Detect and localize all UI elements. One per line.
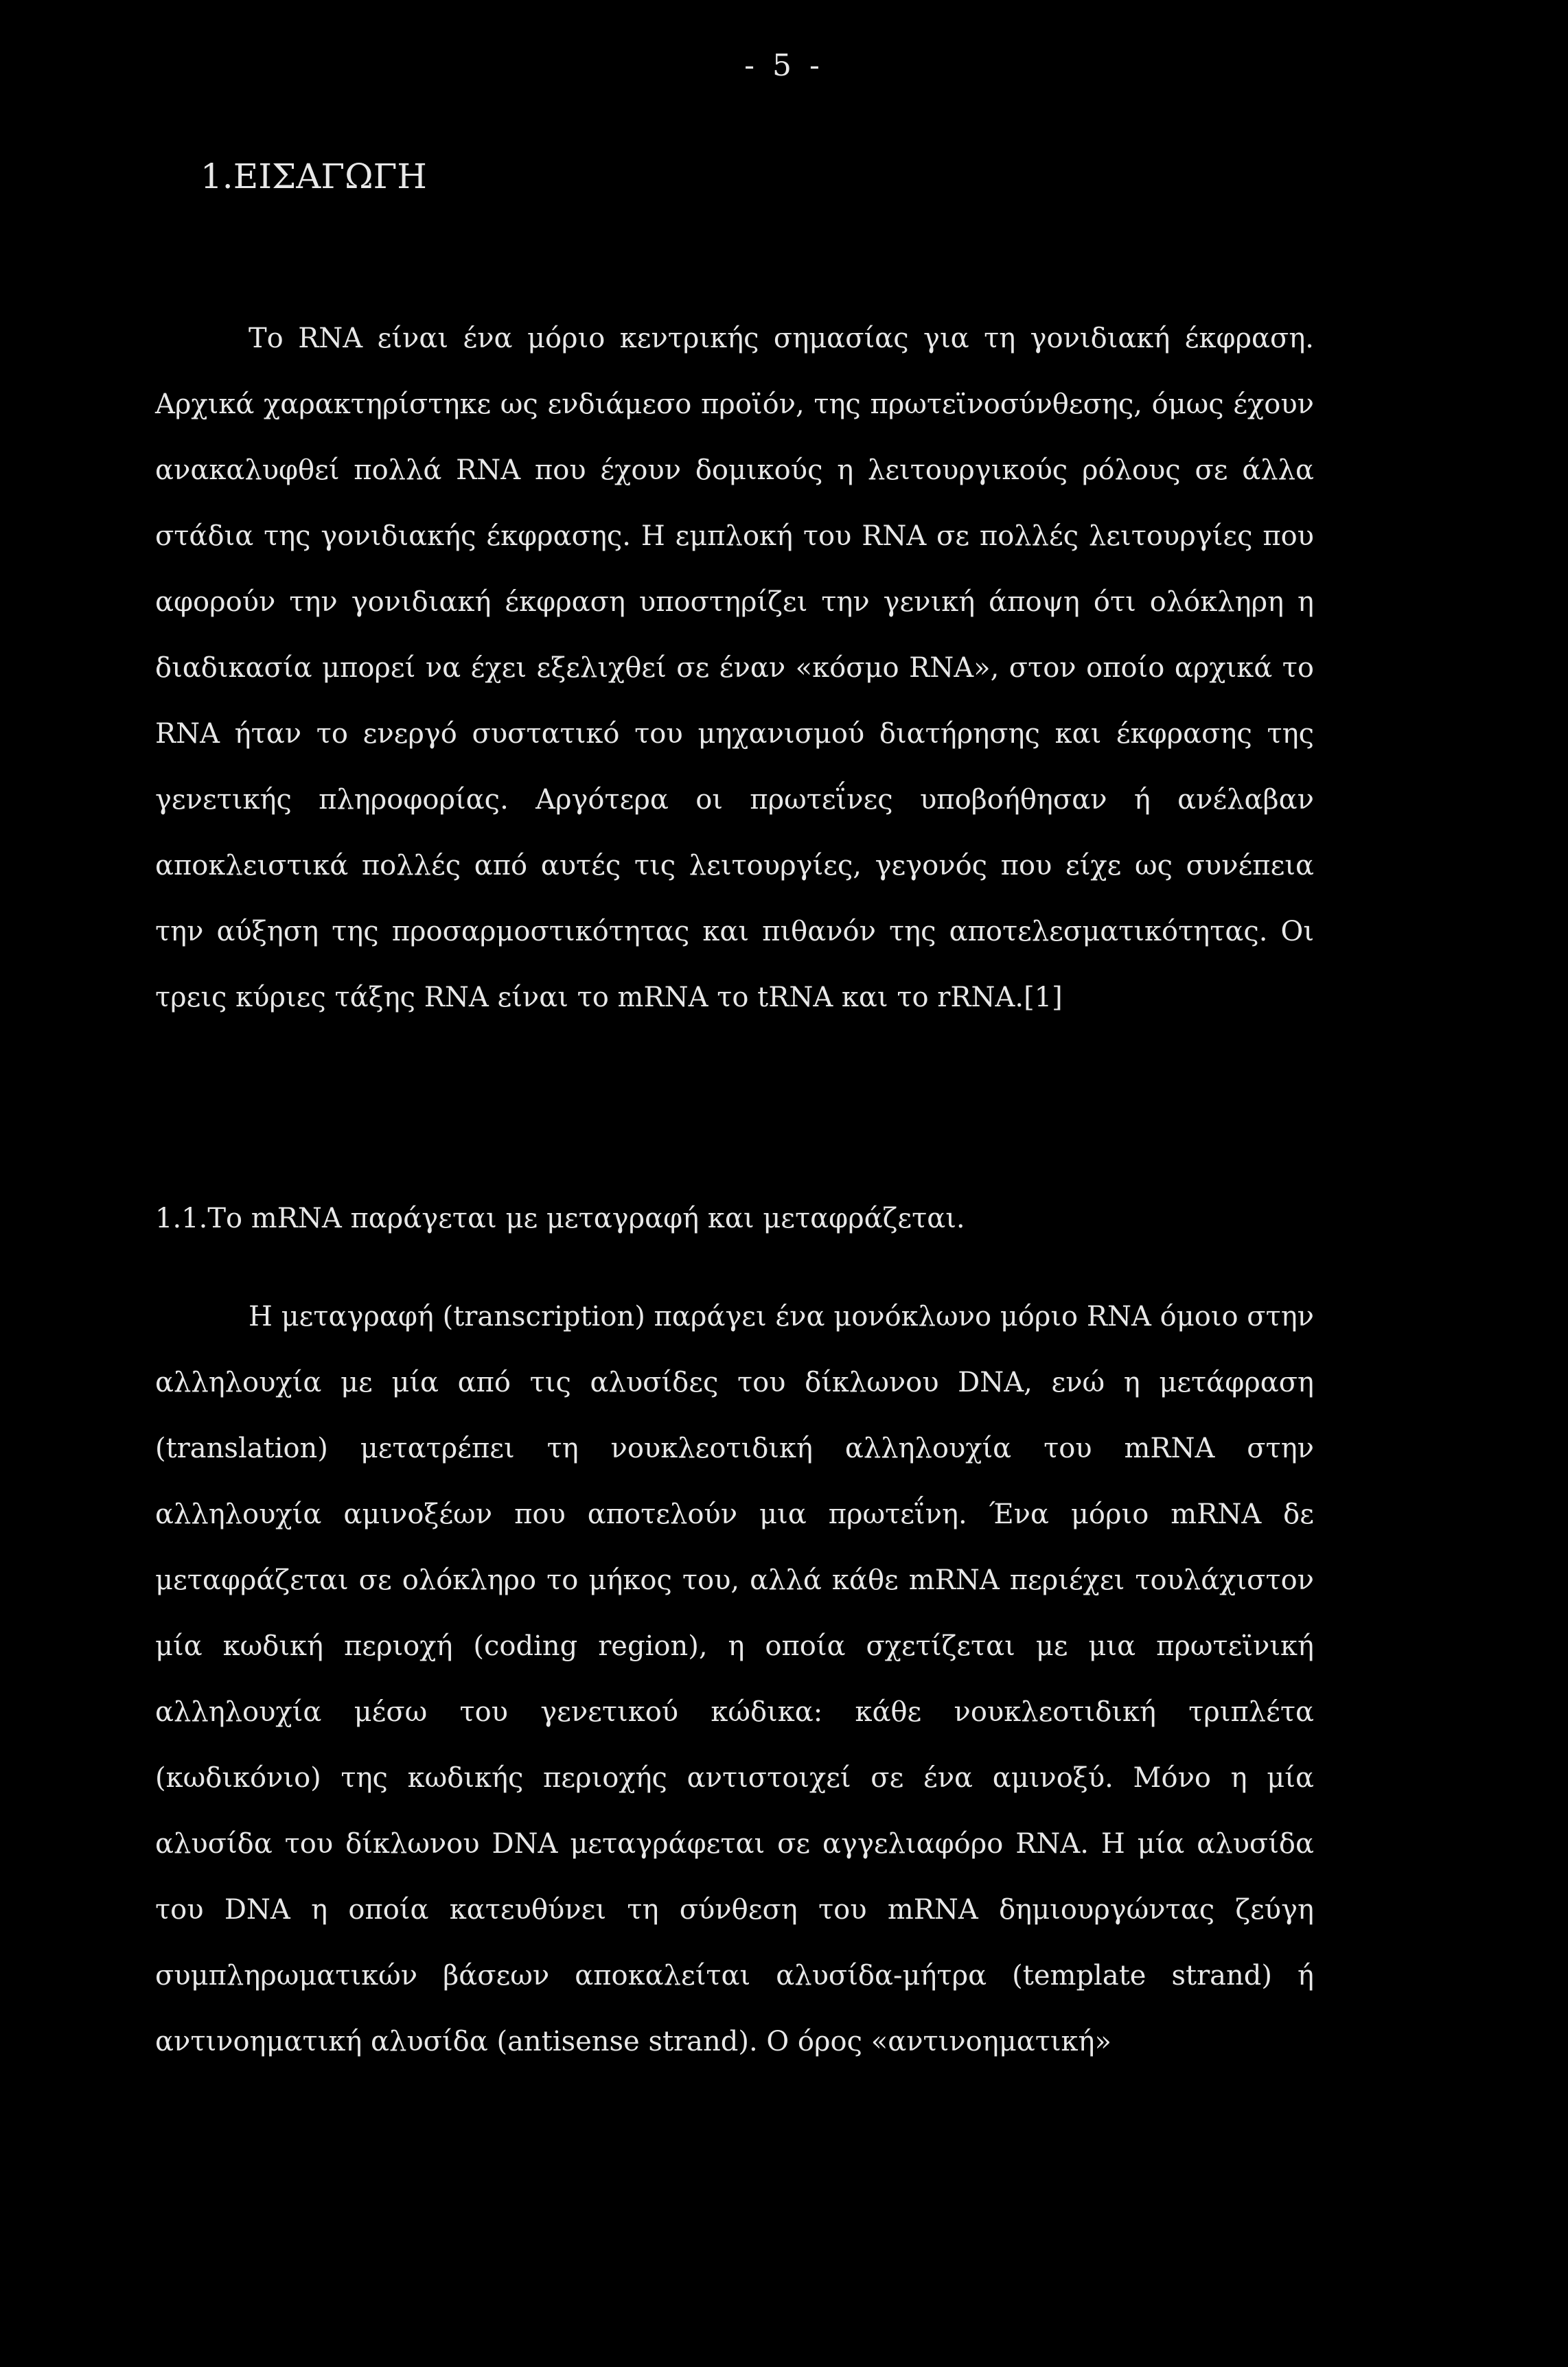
section-title: 1.1.Το mRNA παράγεται με μεταγραφή και μεταφράζεται.: [155, 1203, 965, 1234]
intro-paragraph: Το RNA είναι ένα μόριο κεντρικής σημασίας για τη γονιδιακή έκφραση. Αρχικά χαρακτηρίστηκε ως ενδιάμεσο προϊόν, της πρωτεϊνοσύνθεσης, όμως έχουν ανακαλυφθεί πολλά RNA που έχουν δομικούς η λειτουργικούς ρόλους σε άλλα στάδια της γονιδιακής έκφρασης. Η εμπλοκή του RNA σε πολλές λειτουργίες που αφορούν την γονιδιακή έκφραση υποστηρίζει την γενική άποψη ότι ολόκληρη η διαδικασία μπορεί να έχει εξελιχθεί σε έναν «κόσμο RNA», στον οποίο αρχικά το RNA ήταν το ενεργό συστατικό του μηχανισμού διατήρησης και έκφρασης της γενετικής πληροφορίας. Αργότερα οι πρωτεΐνες υποβοήθησαν ή ανέλαβαν αποκλειστικά πολλές από αυτές τις λειτουργίες, γεγονός που είχε ως συνέπεια την αύξηση της προσαρμοστικότητας και πιθανόν της αποτελεσματικότητας. Οι τρεις κύριες τάξης RNA είναι το mRNA το tRNA και το rRNA.[1]: [155, 323, 1314, 1013]
chapter-title: 1.ΕΙΣΑΓΩΓΗ: [200, 157, 427, 196]
page-number: - 5 -: [744, 48, 824, 83]
section-paragraph: Η μεταγραφή (transcription) παράγει ένα μονόκλωνο μόριο RNA όμοιο στην αλληλουχία με μία από τις αλυσίδες του δίκλωνου DNA, ενώ η μετάφραση (translation) μετατρέπει τη νουκλεοτιδική αλληλουχία του mRNA στην αλληλουχία αμινοξέων που αποτελούν μια πρωτεΐνη. Ένα μόριο mRNA δε μεταφράζεται σε ολόκληρο το μήκος του, αλλά κάθε mRNA περιέχει τουλάχιστον μία κωδική περιοχή (coding region), η οποία σχετίζεται με μια πρωτεϊνική αλληλουχία μέσω του γενετικού κώδικα: κάθε νουκλεοτιδική τριπλέτα (κωδικόνιο) της κωδικής περιοχής αντιστοιχεί σε ένα αμινοξύ. Μόνο η μία αλυσίδα του δίκλωνου DNA μεταγράφεται σε αγγελιαφόρο RNA. Η μία αλυσίδα του DNA η οποία κατευθύνει τη σύνθεση του mRNA δημιουργώντας ζεύγη συμπληρωματικών βάσεων αποκαλείται αλυσίδα-μήτρα (template strand) ή αντινοηματική αλυσίδα (antisense strand). Ο όρος «αντινοηματική»: [155, 1301, 1314, 2057]
